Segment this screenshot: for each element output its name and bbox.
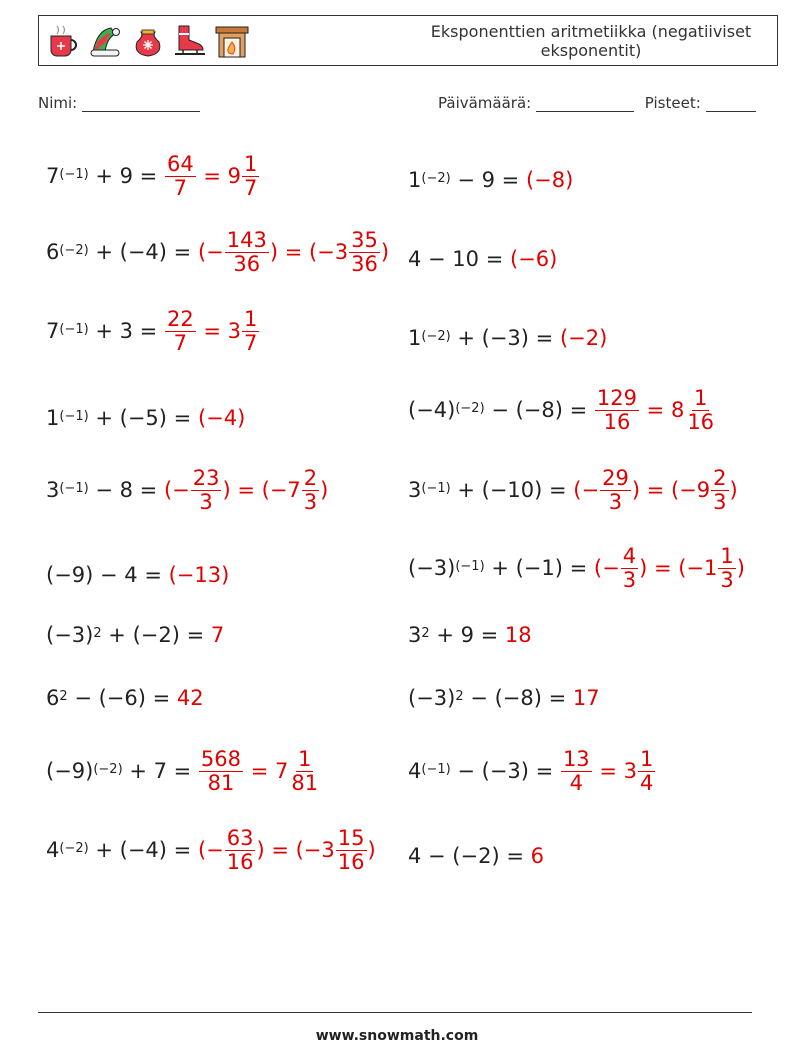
problem-left-6 <box>46 545 229 605</box>
fraction: $\frac{22}{7}$ <box>166 307 194 355</box>
name-label: Nimi: <box>38 94 78 112</box>
score-label: Pisteet: <box>644 94 701 112</box>
answer: $\frac{64}{7}$ = 9 $\frac{1}{7}$ <box>166 152 258 200</box>
mixed-fraction: $\frac{1}{81}$ <box>291 747 319 795</box>
answer: (− $\frac{63}{16}$ ) = (−3 $\frac{15}{16}$ ) <box>197 826 376 874</box>
mixed-fraction: $\frac{2}{3}$ <box>303 466 318 514</box>
problem-right-4 <box>408 380 717 440</box>
fraction: $\frac{23}{3}$ <box>192 466 220 514</box>
exponent: (−2) <box>59 840 89 856</box>
expression: + (−5) = <box>88 406 198 430</box>
date-label: Päivämäärä: <box>438 94 532 112</box>
problem-right-1 <box>408 150 573 210</box>
expression: + 7 = <box>122 759 198 783</box>
problem-left-2 <box>46 222 389 282</box>
expression: − 8 = <box>88 478 164 502</box>
answer: 7 <box>210 623 225 647</box>
expression: − 9 = <box>450 168 526 192</box>
date-field <box>438 94 756 112</box>
base: (−4) <box>408 398 456 422</box>
exponent: (−1) <box>421 761 451 777</box>
mixed-fraction: $\frac{2}{3}$ <box>713 466 727 514</box>
problem-left-7 <box>46 605 224 665</box>
problem-left-5 <box>46 460 328 520</box>
exponent: (−1) <box>421 480 451 496</box>
exponent: (−1) <box>59 408 89 424</box>
answer: (− $\frac{4}{3}$ ) = (−1 $\frac{1}{3}$ ) <box>593 544 745 592</box>
answer: (−2) <box>559 326 608 350</box>
footer-url[interactable]: www.snowmath.com <box>315 1028 479 1044</box>
answer: 17 <box>572 686 600 710</box>
expression: + 9 = <box>88 164 164 188</box>
exponent: (−1) <box>455 558 485 574</box>
mug-icon <box>45 22 83 60</box>
exponent: (−2) <box>421 328 451 344</box>
expression: + (−1) = <box>484 556 594 580</box>
exponent: (−1) <box>59 480 89 496</box>
base: (−3) <box>408 686 456 710</box>
exponent: (−2) <box>455 400 485 416</box>
problem-left-9 <box>46 741 321 801</box>
mixed-fraction: $\frac{1}{16}$ <box>687 386 715 434</box>
base: 6 <box>46 686 60 710</box>
expression: 4 − (−2) = <box>408 844 531 868</box>
base: (−3) <box>408 556 456 580</box>
expression: − (−6) = <box>67 686 177 710</box>
problem-right-6 <box>408 538 745 598</box>
ice-skate-icon <box>171 22 209 60</box>
date-blank[interactable] <box>536 96 634 112</box>
answer: (− $\frac{23}{3}$ ) = (−7 $\frac{2}{3}$ ) <box>163 466 329 514</box>
answer: $\frac{568}{81}$ = 7 $\frac{1}{81}$ <box>200 747 319 795</box>
expression: − (−3) = <box>450 759 560 783</box>
gift-sack-icon <box>129 22 167 60</box>
mixed-fraction: $\frac{1}{7}$ <box>244 152 258 200</box>
fraction: $\frac{13}{4}$ <box>562 747 590 795</box>
elf-hat-icon <box>87 22 125 60</box>
base: 4 <box>46 838 60 862</box>
mixed-fraction: $\frac{1}{3}$ <box>720 544 734 592</box>
base: 6 <box>46 240 60 264</box>
exponent: (−2) <box>93 761 123 777</box>
base: 4 <box>408 759 422 783</box>
expression: + (−2) = <box>101 623 211 647</box>
expression: + 9 = <box>429 623 505 647</box>
fraction: $\frac{568}{81}$ <box>200 747 242 795</box>
exponent: 2 <box>455 688 464 704</box>
expression: + (−4) = <box>88 240 198 264</box>
expression: + 3 = <box>88 319 164 343</box>
answer: (− $\frac{143}{36}$ ) = (−3 $\frac{35}{36}$ ) <box>197 228 390 276</box>
answer: $\frac{22}{7}$ = 3 $\frac{1}{7}$ <box>166 307 258 355</box>
problem-left-8 <box>46 668 204 728</box>
base: 1 <box>408 326 422 350</box>
exponent: 2 <box>59 688 68 704</box>
base: 3 <box>408 623 422 647</box>
header-box <box>38 15 778 66</box>
mixed-fraction: $\frac{35}{36}$ <box>351 228 378 276</box>
problem-right-8 <box>408 668 600 728</box>
fraction: $\frac{29}{3}$ <box>602 466 629 514</box>
base: 1 <box>408 168 422 192</box>
problem-right-5 <box>408 460 738 520</box>
worksheet-title: Eksponenttien aritmetiikka (negatiiviset eksponentit) <box>430 22 752 60</box>
expression: − (−8) = <box>463 686 573 710</box>
base: (−9) <box>46 759 94 783</box>
problem-right-3 <box>408 308 607 368</box>
problem-right-2 <box>408 229 557 289</box>
expression: + (−10) = <box>450 478 574 502</box>
mixed-fraction: $\frac{1}{7}$ <box>244 307 258 355</box>
problem-left-4 <box>46 388 245 448</box>
answer: 18 <box>504 623 532 647</box>
exponent: (−1) <box>59 166 89 182</box>
exponent: (−2) <box>59 242 89 258</box>
answer: (−4) <box>197 406 246 430</box>
expression: 4 − 10 = <box>408 247 510 271</box>
problem-left-1 <box>46 146 260 206</box>
exponent: (−2) <box>421 170 451 186</box>
mixed-fraction: $\frac{15}{16}$ <box>337 826 365 874</box>
answer: (−8) <box>525 168 574 192</box>
base: 1 <box>46 406 60 430</box>
base: 3 <box>408 478 422 502</box>
base: 3 <box>46 478 60 502</box>
base: 7 <box>46 164 60 188</box>
mixed-fraction: $\frac{1}{4}$ <box>639 747 654 795</box>
name-field <box>38 94 200 112</box>
exponent: 2 <box>421 625 430 641</box>
fraction: $\frac{63}{16}$ <box>226 826 254 874</box>
footer-divider <box>38 1012 752 1013</box>
problem-right-10 <box>408 826 544 886</box>
base: 7 <box>46 319 60 343</box>
answer: $\frac{13}{4}$ = 3 $\frac{1}{4}$ <box>562 747 654 795</box>
exponent: 2 <box>93 625 102 641</box>
fraction: $\frac{129}{16}$ <box>596 386 637 434</box>
answer: (− $\frac{29}{3}$ ) = (−9 $\frac{2}{3}$ ) <box>573 466 738 514</box>
fraction: $\frac{64}{7}$ <box>166 152 194 200</box>
expression: − (−8) = <box>484 398 594 422</box>
problem-left-3 <box>46 301 260 361</box>
base: (−3) <box>46 623 94 647</box>
expression: + (−3) = <box>450 326 560 350</box>
score-blank[interactable] <box>706 96 756 112</box>
problem-right-7 <box>408 605 532 665</box>
fraction: $\frac{4}{3}$ <box>622 544 637 592</box>
answer: (−6) <box>509 247 558 271</box>
problem-right-9 <box>408 741 656 801</box>
answer: 42 <box>176 686 204 710</box>
exponent: (−1) <box>59 321 89 337</box>
problem-left-10 <box>46 820 376 880</box>
name-blank[interactable] <box>82 96 200 112</box>
icon-row <box>45 22 251 60</box>
answer: (−13) <box>168 563 230 587</box>
answer: $\frac{129}{16}$ = 8 $\frac{1}{16}$ <box>596 386 715 434</box>
expression: (−9) − 4 = <box>46 563 169 587</box>
answer: 6 <box>530 844 544 868</box>
expression: + (−4) = <box>88 838 198 862</box>
fireplace-icon <box>213 22 251 60</box>
fraction: $\frac{143}{36}$ <box>226 228 267 276</box>
